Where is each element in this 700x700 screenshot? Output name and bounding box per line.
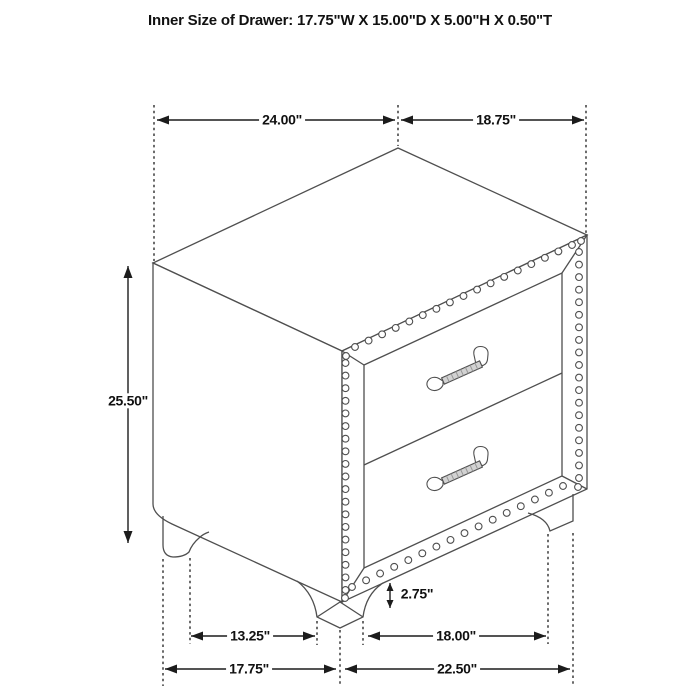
nailhead-stud	[349, 584, 356, 591]
nailhead-stud	[576, 311, 583, 318]
dim-label-top-depth: 18.75"	[473, 112, 519, 127]
nailhead-stud	[342, 549, 349, 556]
nailhead-stud	[560, 483, 567, 490]
nailhead-stud	[447, 537, 454, 544]
nailhead-stud	[576, 286, 583, 293]
nailhead-stud	[576, 374, 583, 381]
nailhead-stud	[342, 461, 349, 468]
nailhead-stud	[576, 337, 583, 344]
nailhead-stud	[342, 574, 349, 581]
nailhead-stud	[419, 550, 426, 557]
nailhead-stud	[342, 524, 349, 531]
nailhead-stud	[342, 410, 349, 417]
nailhead-stud	[576, 261, 583, 268]
nailhead-stud	[342, 511, 349, 518]
nailhead-stud	[576, 274, 583, 281]
nailhead-stud	[576, 299, 583, 306]
nailhead-stud	[576, 475, 583, 482]
nailhead-stud	[342, 385, 349, 392]
dim-label-leg-height: 2.75"	[398, 586, 436, 601]
nailhead-stud	[342, 448, 349, 455]
dim-label-leg-span-right: 18.00"	[433, 628, 479, 643]
nailhead-stud	[433, 543, 440, 550]
nailhead-stud	[474, 286, 481, 293]
nailhead-stud	[555, 248, 562, 255]
nailhead-stud	[575, 484, 582, 491]
nightstand-body	[153, 148, 587, 602]
nailhead-stud	[343, 353, 350, 360]
dim-label-top-width: 24.00"	[259, 112, 305, 127]
nailhead-stud	[532, 496, 539, 503]
nailhead-stud	[419, 312, 426, 319]
dim-label-side-height: 25.50"	[105, 393, 151, 408]
nailhead-stud	[576, 437, 583, 444]
nailhead-stud	[342, 372, 349, 379]
nailhead-stud	[503, 510, 510, 517]
nailhead-stud	[379, 331, 386, 338]
nailhead-stud	[489, 516, 496, 523]
nailhead-stud	[475, 523, 482, 530]
dim-label-leg-span-left: 13.25"	[227, 628, 273, 643]
nailhead-stud	[576, 412, 583, 419]
front-leg-inner-edges	[317, 602, 363, 617]
nailhead-stud	[576, 324, 583, 331]
nailhead-stud	[433, 305, 440, 312]
nailhead-stud	[576, 387, 583, 394]
nailhead-stud	[517, 503, 524, 510]
nailhead-stud	[342, 397, 349, 404]
nailhead-stud	[342, 360, 349, 367]
nailhead-stud	[377, 570, 384, 577]
nailhead-stud	[546, 489, 553, 496]
nailhead-stud	[405, 557, 412, 564]
nailhead-stud	[576, 399, 583, 406]
nailhead-stud	[392, 325, 399, 332]
nailhead-stud	[460, 293, 467, 300]
nailhead-stud	[501, 274, 508, 281]
nailhead-stud	[576, 450, 583, 457]
nailhead-stud	[569, 242, 576, 249]
nailhead-stud	[487, 280, 494, 287]
nailhead-stud	[342, 486, 349, 493]
nailhead-stud	[447, 299, 454, 306]
nailhead-stud	[363, 577, 370, 584]
nailhead-stud	[542, 254, 549, 261]
nailhead-stud	[576, 249, 583, 256]
nailhead-stud	[391, 563, 398, 570]
nailhead-stud	[342, 435, 349, 442]
nailhead-stud	[576, 424, 583, 431]
nailhead-stud	[342, 498, 349, 505]
nailhead-stud	[461, 530, 468, 537]
diagram-title: Inner Size of Drawer: 17.75"W X 15.00"D X 5.00"H X 0.50"T	[148, 12, 552, 29]
dim-label-bottom-depth: 22.50"	[434, 661, 480, 676]
nailhead-stud	[342, 536, 349, 543]
nailhead-stud	[578, 238, 585, 245]
nailhead-stud	[342, 587, 349, 594]
nailhead-stud	[514, 267, 521, 274]
nailhead-stud	[365, 337, 372, 344]
nailhead-stud	[576, 362, 583, 369]
nailhead-stud	[576, 349, 583, 356]
nailhead-stud	[352, 344, 359, 351]
nailhead-stud	[342, 561, 349, 568]
nailhead-stud	[342, 595, 349, 602]
dim-label-bottom-width: 17.75"	[226, 661, 272, 676]
nailhead-stud	[342, 473, 349, 480]
nailhead-stud	[342, 423, 349, 430]
nailhead-stud	[406, 318, 413, 325]
nailhead-stud	[528, 261, 535, 268]
nailhead-stud	[576, 462, 583, 469]
